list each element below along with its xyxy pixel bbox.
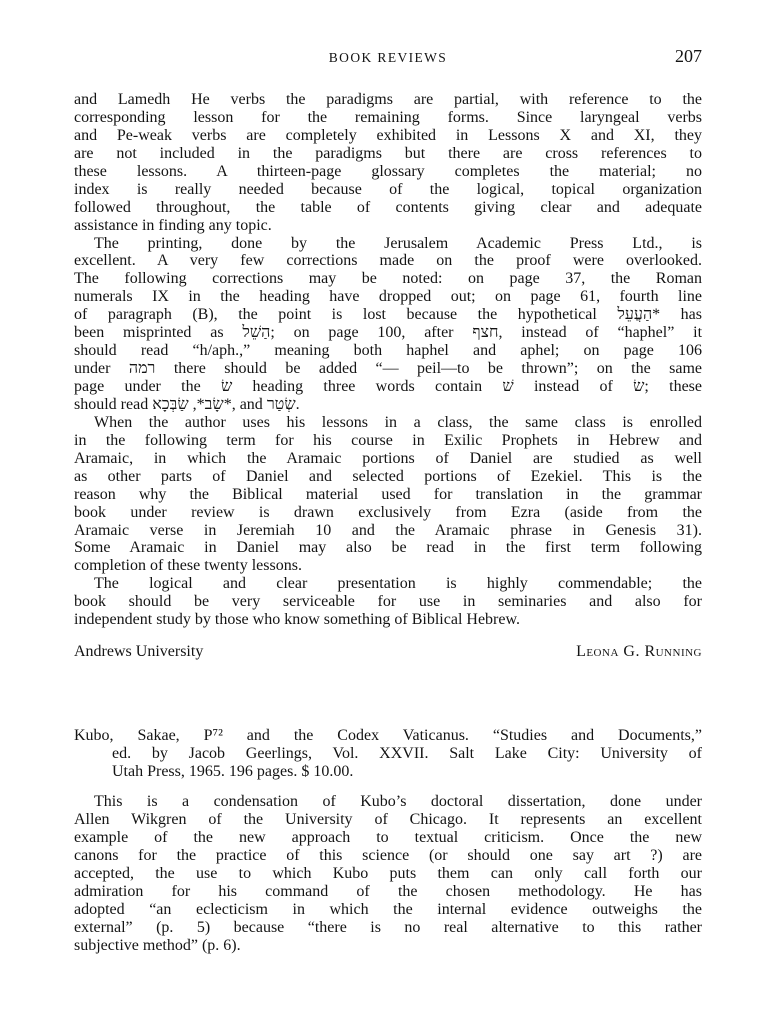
text-line: followed throughout, the table of contents giving clear and adequate <box>74 198 702 216</box>
review-body-2 <box>74 793 702 954</box>
text-line: these lessons. A thirteen-page glossary completes the material; no <box>74 162 702 180</box>
book-citation <box>74 727 702 781</box>
review-body <box>74 91 702 629</box>
text-line: independent study by those who know something of Biblical Hebrew. <box>74 611 520 629</box>
text-line: as other parts of Daniel and selected portions of Ezekiel. This is the <box>74 467 702 485</box>
text-line: Aramaic, in which the Aramaic portions of Daniel are studied as well <box>74 449 702 467</box>
text-line: numerals IX in the heading have dropped out; on page 61, fourth line <box>74 288 702 306</box>
citation-line: Kubo, Sakae, P⁷² and the Codex Vaticanus. “Studies and Documents,” <box>74 727 702 744</box>
text-line: book under review is drawn exclusively from Ezra (aside from the <box>74 503 702 521</box>
text-line: index is really needed because of the logical, topical organization <box>74 180 702 198</box>
text-line: and Pe-weak verbs are completely exhibited in Lessons X and XI, they <box>74 126 702 144</box>
text-line: canons for the practice of this science (or should one say art ?) are <box>74 846 702 864</box>
text-line: assistance in finding any topic. <box>74 216 272 234</box>
text-line: excellent. A very few corrections made on the proof were overlooked. <box>74 252 702 270</box>
reviewer-name: Leona G. Running <box>576 643 702 660</box>
text-line: adopted “an eclecticism in which the internal evidence outweighs the <box>74 900 702 918</box>
text-line: are not included in the paradigms but there are cross references to <box>74 144 702 162</box>
text-line: The following corrections may be noted: on page 37, the Roman <box>74 270 702 288</box>
text-line: completion of these twenty lessons. <box>74 557 302 575</box>
reviewer-institution: Andrews University <box>74 643 204 660</box>
text-line: example of the new approach to textual criticism. Once the new <box>74 828 702 846</box>
text-line: book should be very serviceable for use in seminaries and also for <box>74 593 702 611</box>
citation-line: ed. by Jacob Geerlings, Vol. XXVII. Salt Lake City: University of <box>112 745 702 762</box>
text-line: When the author uses his lessons in a class, the same class is enrolled <box>94 413 702 431</box>
text-line: under רמה there should be added “— peil—to be thrown”; on the same <box>74 360 702 378</box>
review-signature <box>74 643 702 663</box>
text-line: The logical and clear presentation is highly commendable; the <box>94 575 702 593</box>
text-line: page under the שׂ heading three words contain שׁ instead of שׂ; these <box>74 378 702 395</box>
text-line: Some Aramaic in Daniel may also be read in the first term following <box>74 539 702 557</box>
text-line: The printing, done by the Jerusalem Academic Press Ltd., is <box>94 234 702 252</box>
text-line: in the following term for his course in Exilic Prophets in Hebrew and <box>74 431 702 449</box>
text-line: should read “h/aph.,” meaning both haphel and aphel; on page 106 <box>74 342 702 360</box>
text-line: accepted, the use to which Kubo puts them can only call forth our <box>74 864 702 882</box>
text-line: admiration for his command of the chosen methodology. He has <box>74 882 702 900</box>
citation-line: Utah Press, 1965. 196 pages. $ 10.00. <box>112 763 354 780</box>
text-line: reason why the Biblical material used for translation in the grammar <box>74 485 702 503</box>
text-line: corresponding lesson for the remaining forms. Since laryngeal verbs <box>74 108 702 126</box>
running-head-title: BOOK REVIEWS <box>328 50 448 65</box>
text-line: been misprinted as הַשֵׁל; on page 100, after חצף, instead of “haphel” it <box>74 324 703 342</box>
text-line: subjective method” (p. 6). <box>74 936 241 954</box>
text-line: This is a condensation of Kubo’s doctoral dissertation, done under <box>94 793 702 810</box>
text-line: and Lamedh He verbs the paradigms are partial, with reference to the <box>74 91 702 108</box>
text-line: should read שָׂב*, שַׂבְּכָא*, and שְׂטַר. <box>74 395 300 413</box>
text-line: Aramaic verse in Jeremiah 10 and the Aramaic phrase in Genesis 31). <box>74 521 702 539</box>
page-number: 207 <box>675 46 702 66</box>
running-head <box>74 46 702 68</box>
text-line: Allen Wikgren of the University of Chicago. It represents an excellent <box>74 810 702 828</box>
text-line: of paragraph (B), the point is lost because the hypothetical הַעֲעֵל* has <box>74 306 703 324</box>
text-line: external” (p. 5) because “there is no real alternative to this rather <box>74 918 702 936</box>
